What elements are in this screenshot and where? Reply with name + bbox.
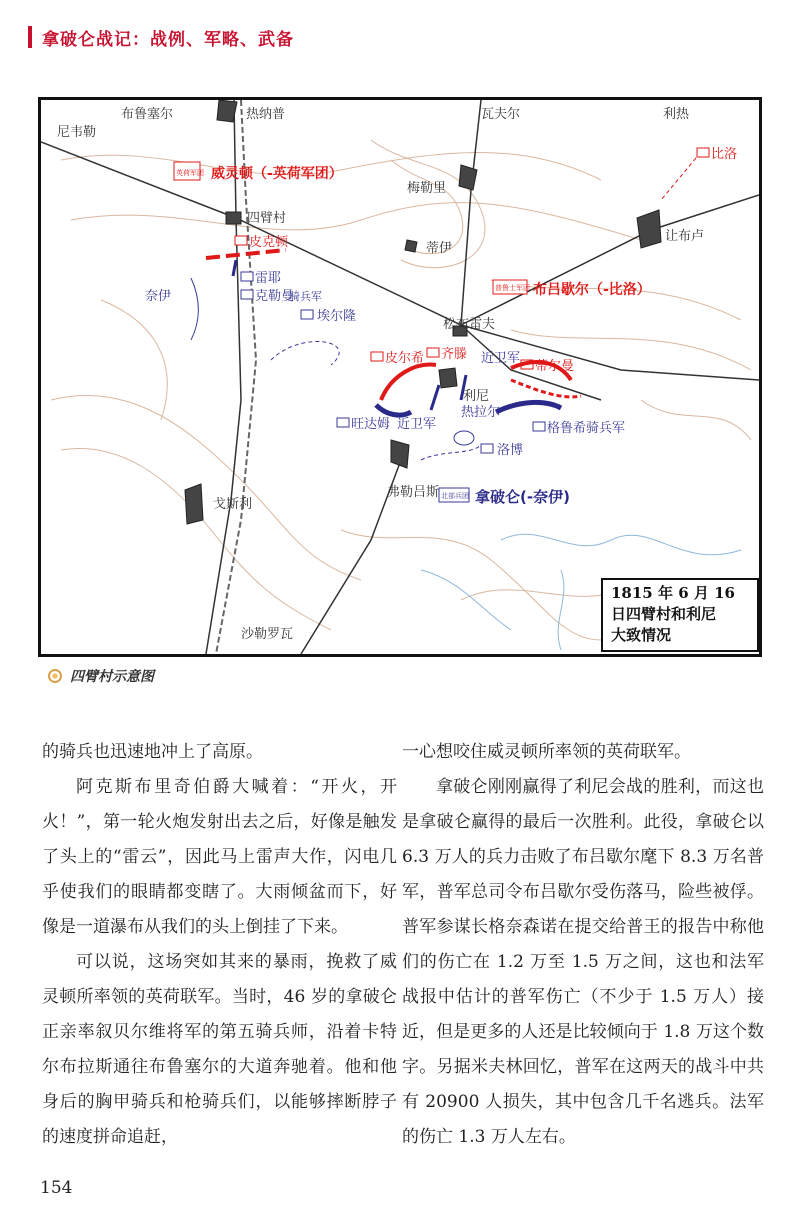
lobau-position (454, 431, 474, 445)
unit-tag-prussian: 普鲁士军团 (495, 284, 530, 292)
label-thielmann: 蒂尔曼 (535, 359, 575, 374)
bracket-ney (191, 278, 199, 340)
unit-tag-anglo-dutch: 英荷军团 (176, 169, 204, 177)
right-column (402, 735, 764, 1155)
label-guard: 近卫军 (397, 417, 437, 432)
town-quatre-bras (226, 212, 241, 224)
route-bulow (661, 158, 696, 200)
town-fleurus (391, 440, 409, 468)
unit-vandamme-symbol (337, 418, 349, 427)
map-svg (41, 100, 759, 654)
label-ligny: 利尼 (463, 389, 490, 404)
paragraph: 拿破仑刚刚赢得了利尼会战的胜利，而这也是拿破仑赢得的最后一次胜利。此役，拿破仑以 6.3 万人的兵力击败了布吕歇尔麾下 8.3 万名普军，普军总司令布吕歇尔受伤落马，险些被俘。普军参谋长格奈森诺在提交给普王的报告中称他们的伤亡在 1.2 万至 1.5 万之间，这也和法军战报中估计的普军伤亡（不少于 1.5 万人）接近，但是更多的人还是比较倾向于 1.8 万这个数字。另据米夫林回忆，普军在这两天的战斗中共有 20900 人损失，其中包含几千名逃兵。法军的伤亡 1.3 万人左右。 (402, 777, 764, 1147)
arrow-reille (233, 260, 236, 276)
line-vandamme (376, 405, 411, 415)
caption-bullet-icon (48, 669, 62, 683)
town-genappe (217, 100, 237, 122)
label-reille: 雷耶 (255, 271, 282, 286)
town-marbais (459, 165, 477, 190)
map-title-box: 1815 年 6 月 16 日四臂村和利尼 大致情况 (601, 578, 759, 652)
label-grouchy: 格鲁希骑兵军 (547, 421, 626, 436)
label-brussels: 布鲁塞尔 (121, 107, 174, 122)
label-sombreffe: 松布雷夫 (443, 317, 496, 332)
route-thielmann (511, 380, 581, 397)
label-napoleon: 拿破仑(-奈伊) (475, 488, 570, 506)
label-gosselies: 戈斯利 (213, 497, 253, 512)
battle-map (38, 97, 762, 657)
page-number: 154 (40, 1178, 73, 1198)
figure-caption (48, 666, 154, 686)
label-gerard: 热拉尔 (461, 405, 501, 420)
town-tilly (405, 240, 417, 252)
label-cavalry: 骑兵军 (289, 290, 322, 303)
arrow-guard-1 (431, 385, 439, 410)
route-erlon (271, 341, 339, 365)
label-picton: 皮克顿 (249, 235, 289, 250)
line-gerard (496, 402, 561, 412)
label-charleroi: 沙勒罗瓦 (241, 627, 294, 642)
unit-grouchy-symbol (533, 422, 545, 431)
header-title: 拿破仑战记：战例、军略、武备 (42, 29, 294, 50)
label-genappe: 热纳普 (246, 107, 286, 122)
label-guard-top: 近卫军 (481, 351, 521, 366)
unit-zieten-symbol (427, 348, 439, 357)
label-tilly: 蒂伊 (426, 241, 453, 256)
town-gembloux (637, 210, 661, 248)
header-accent-bar (28, 26, 32, 48)
paragraph: 一心想咬住威灵顿所率领的英荷联军。 (402, 742, 691, 762)
label-gembloux: 让布卢 (665, 229, 705, 244)
unit-reille-symbol (241, 272, 253, 281)
label-lobau: 洛博 (497, 443, 524, 458)
paragraph: 的骑兵也迅速地冲上了高原。 (42, 742, 263, 762)
label-wavre: 瓦夫尔 (481, 107, 521, 122)
line-prussian-west (381, 365, 436, 400)
label-pirch: 皮尔希 (385, 351, 425, 366)
paragraph: 阿克斯布里奇伯爵大喊着：“开火，开火！”，第一轮火炮发射出去之后，好像是触发了头上的“雷云”，因此马上雷声大作，闪电几乎使我们的眼睛都变瞎了。大雨倾盆而下，好像是一道瀑布从我们的头上倒挂了下来。 (42, 777, 397, 937)
label-quatre-bras: 四臂村 (247, 211, 287, 226)
route-lobau (421, 445, 481, 460)
label-bulow: 比洛 (711, 147, 738, 162)
label-vandamme: 旺达姆 (351, 417, 391, 432)
unit-lobau-symbol (481, 444, 493, 453)
left-column (42, 735, 397, 1155)
label-kellermann: 克勒曼 (255, 289, 295, 304)
label-erlon: 埃尔隆 (317, 309, 357, 324)
unit-kellermann-symbol (241, 290, 253, 299)
town-ligny (439, 368, 457, 388)
label-nivelles: 尼韦勒 (57, 125, 97, 140)
caption-text: 四臂村示意图 (70, 669, 154, 685)
unit-tag-north: 北部兵团 (441, 492, 469, 500)
unit-bulow-symbol (697, 148, 709, 157)
label-zieten: 齐滕 (441, 347, 468, 362)
label-fleurus: 弗勒吕斯 (387, 485, 440, 500)
label-blucher: 布吕歇尔（-比洛） (533, 282, 651, 298)
unit-picton-symbol (235, 236, 247, 245)
label-wellington: 威灵顿（-英荷军团） (211, 166, 343, 182)
label-ney: 奈伊 (145, 289, 172, 304)
paragraph: 可以说，这场突如其来的暴雨，挽救了威灵顿所率领的英荷联军。当时，46 岁的拿破仑正亲率叙贝尔维将军的第五骑兵师，沿着卡特尔布拉斯通往布鲁塞尔的大道奔驰着。他和他身后的胸甲骑兵和枪骑兵们，以能够摔断脖子的速度拼命追赶， (42, 952, 397, 1147)
unit-erlon-symbol (301, 310, 313, 319)
running-header (28, 22, 294, 52)
line-anglo-dutch (206, 250, 286, 258)
label-liege: 利热 (663, 107, 690, 122)
unit-pirch-symbol (371, 352, 383, 361)
label-marbais: 梅勒里 (407, 181, 447, 196)
town-gosselies (185, 484, 203, 524)
